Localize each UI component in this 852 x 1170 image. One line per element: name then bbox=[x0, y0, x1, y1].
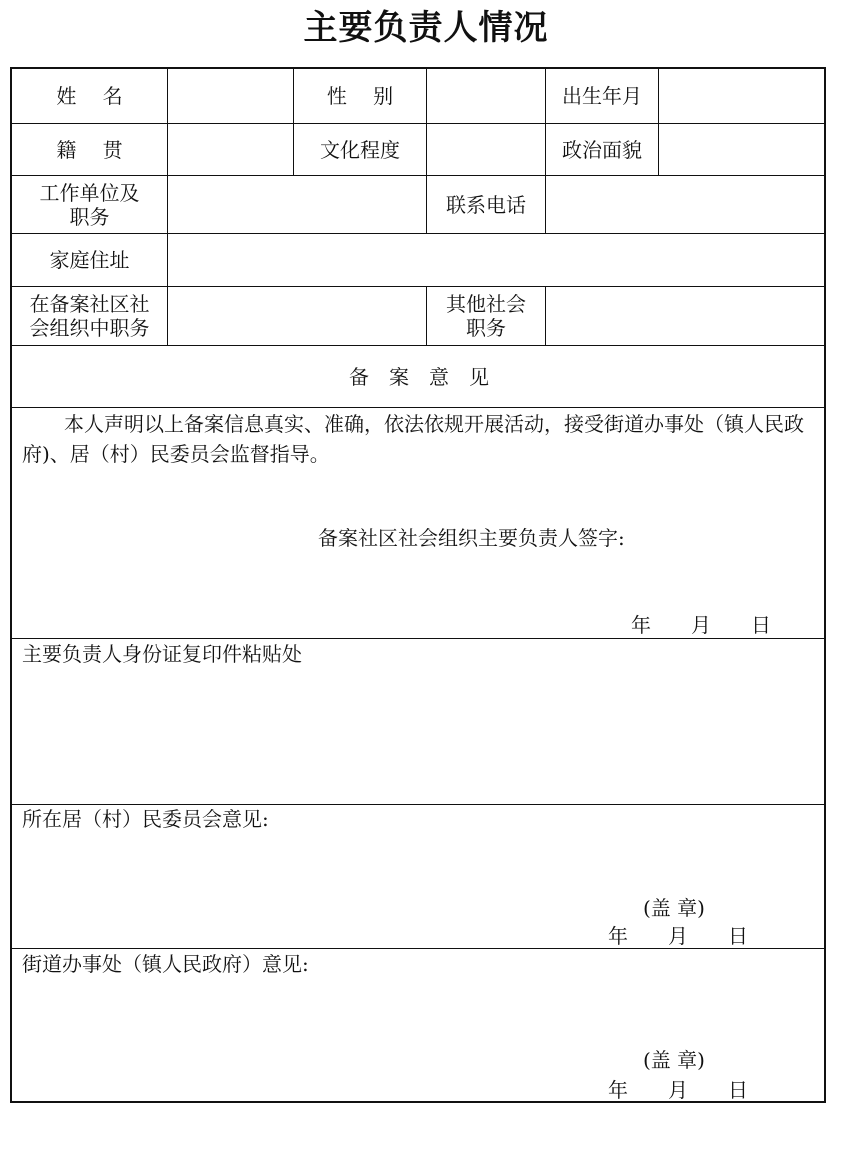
birth-field[interactable] bbox=[659, 69, 826, 123]
phone-field[interactable] bbox=[546, 176, 826, 233]
label-org-position-line2: 会组织中职务 bbox=[29, 316, 150, 340]
label-birth: 出生年月 bbox=[562, 84, 642, 108]
other-position-field[interactable] bbox=[546, 287, 826, 345]
id-copy-paste-area[interactable] bbox=[12, 675, 826, 803]
declaration-text: 本人声明以上备案信息真实、准确，依法依规开展活动，接受街道办事处（镇人民政府)、居（村）民委员会监督指导。 bbox=[22, 412, 804, 466]
address-field[interactable] bbox=[168, 234, 826, 286]
label-other-position-line1: 其他社会 bbox=[446, 292, 526, 316]
label-education: 文化程度 bbox=[320, 137, 400, 162]
opinion-header: 备 案 意 见 bbox=[349, 364, 489, 389]
label-native-place: 籍 贯 bbox=[56, 137, 123, 162]
label-work-unit bbox=[12, 176, 167, 233]
label-other-position-line2: 职务 bbox=[466, 316, 506, 340]
page-title: 主要负责人情况 bbox=[303, 8, 549, 48]
committee-date: 年 月 日 bbox=[608, 924, 748, 948]
gender-field[interactable] bbox=[427, 69, 545, 123]
street-office-opinion-label: 街道办事处（镇人民政府）意见: bbox=[22, 952, 309, 976]
name-field[interactable] bbox=[168, 69, 293, 123]
signature-label: 备案社区社会组织主要负责人签字: bbox=[318, 526, 625, 550]
id-copy-label: 主要负责人身份证复印件粘贴处 bbox=[22, 642, 302, 666]
label-political: 政治面貌 bbox=[562, 137, 642, 162]
work-unit-field[interactable] bbox=[168, 176, 426, 233]
native-place-field[interactable] bbox=[168, 124, 293, 175]
political-field[interactable] bbox=[659, 124, 826, 175]
registration-form bbox=[10, 67, 826, 1103]
street-office-stamp: (盖 章) bbox=[643, 1048, 705, 1072]
street-office-date: 年 月 日 bbox=[608, 1078, 748, 1102]
label-org-position-line1: 在备案社区社 bbox=[29, 292, 150, 316]
label-address: 家庭住址 bbox=[49, 248, 130, 272]
committee-opinion-label: 所在居（村）民委员会意见: bbox=[22, 807, 269, 831]
row-divider bbox=[12, 407, 826, 408]
education-field[interactable] bbox=[427, 124, 545, 175]
label-name: 姓 名 bbox=[56, 84, 123, 108]
org-position-field[interactable] bbox=[168, 287, 426, 345]
label-org-position bbox=[12, 287, 167, 345]
declaration-date: 年 月 日 bbox=[631, 613, 771, 637]
label-work-unit-line2: 职务 bbox=[69, 204, 110, 229]
label-gender: 性 别 bbox=[326, 84, 394, 108]
label-other-position bbox=[427, 287, 545, 345]
label-phone: 联系电话 bbox=[446, 192, 526, 217]
label-work-unit-line1: 工作单位及 bbox=[39, 180, 140, 205]
committee-stamp: (盖 章) bbox=[643, 896, 705, 920]
